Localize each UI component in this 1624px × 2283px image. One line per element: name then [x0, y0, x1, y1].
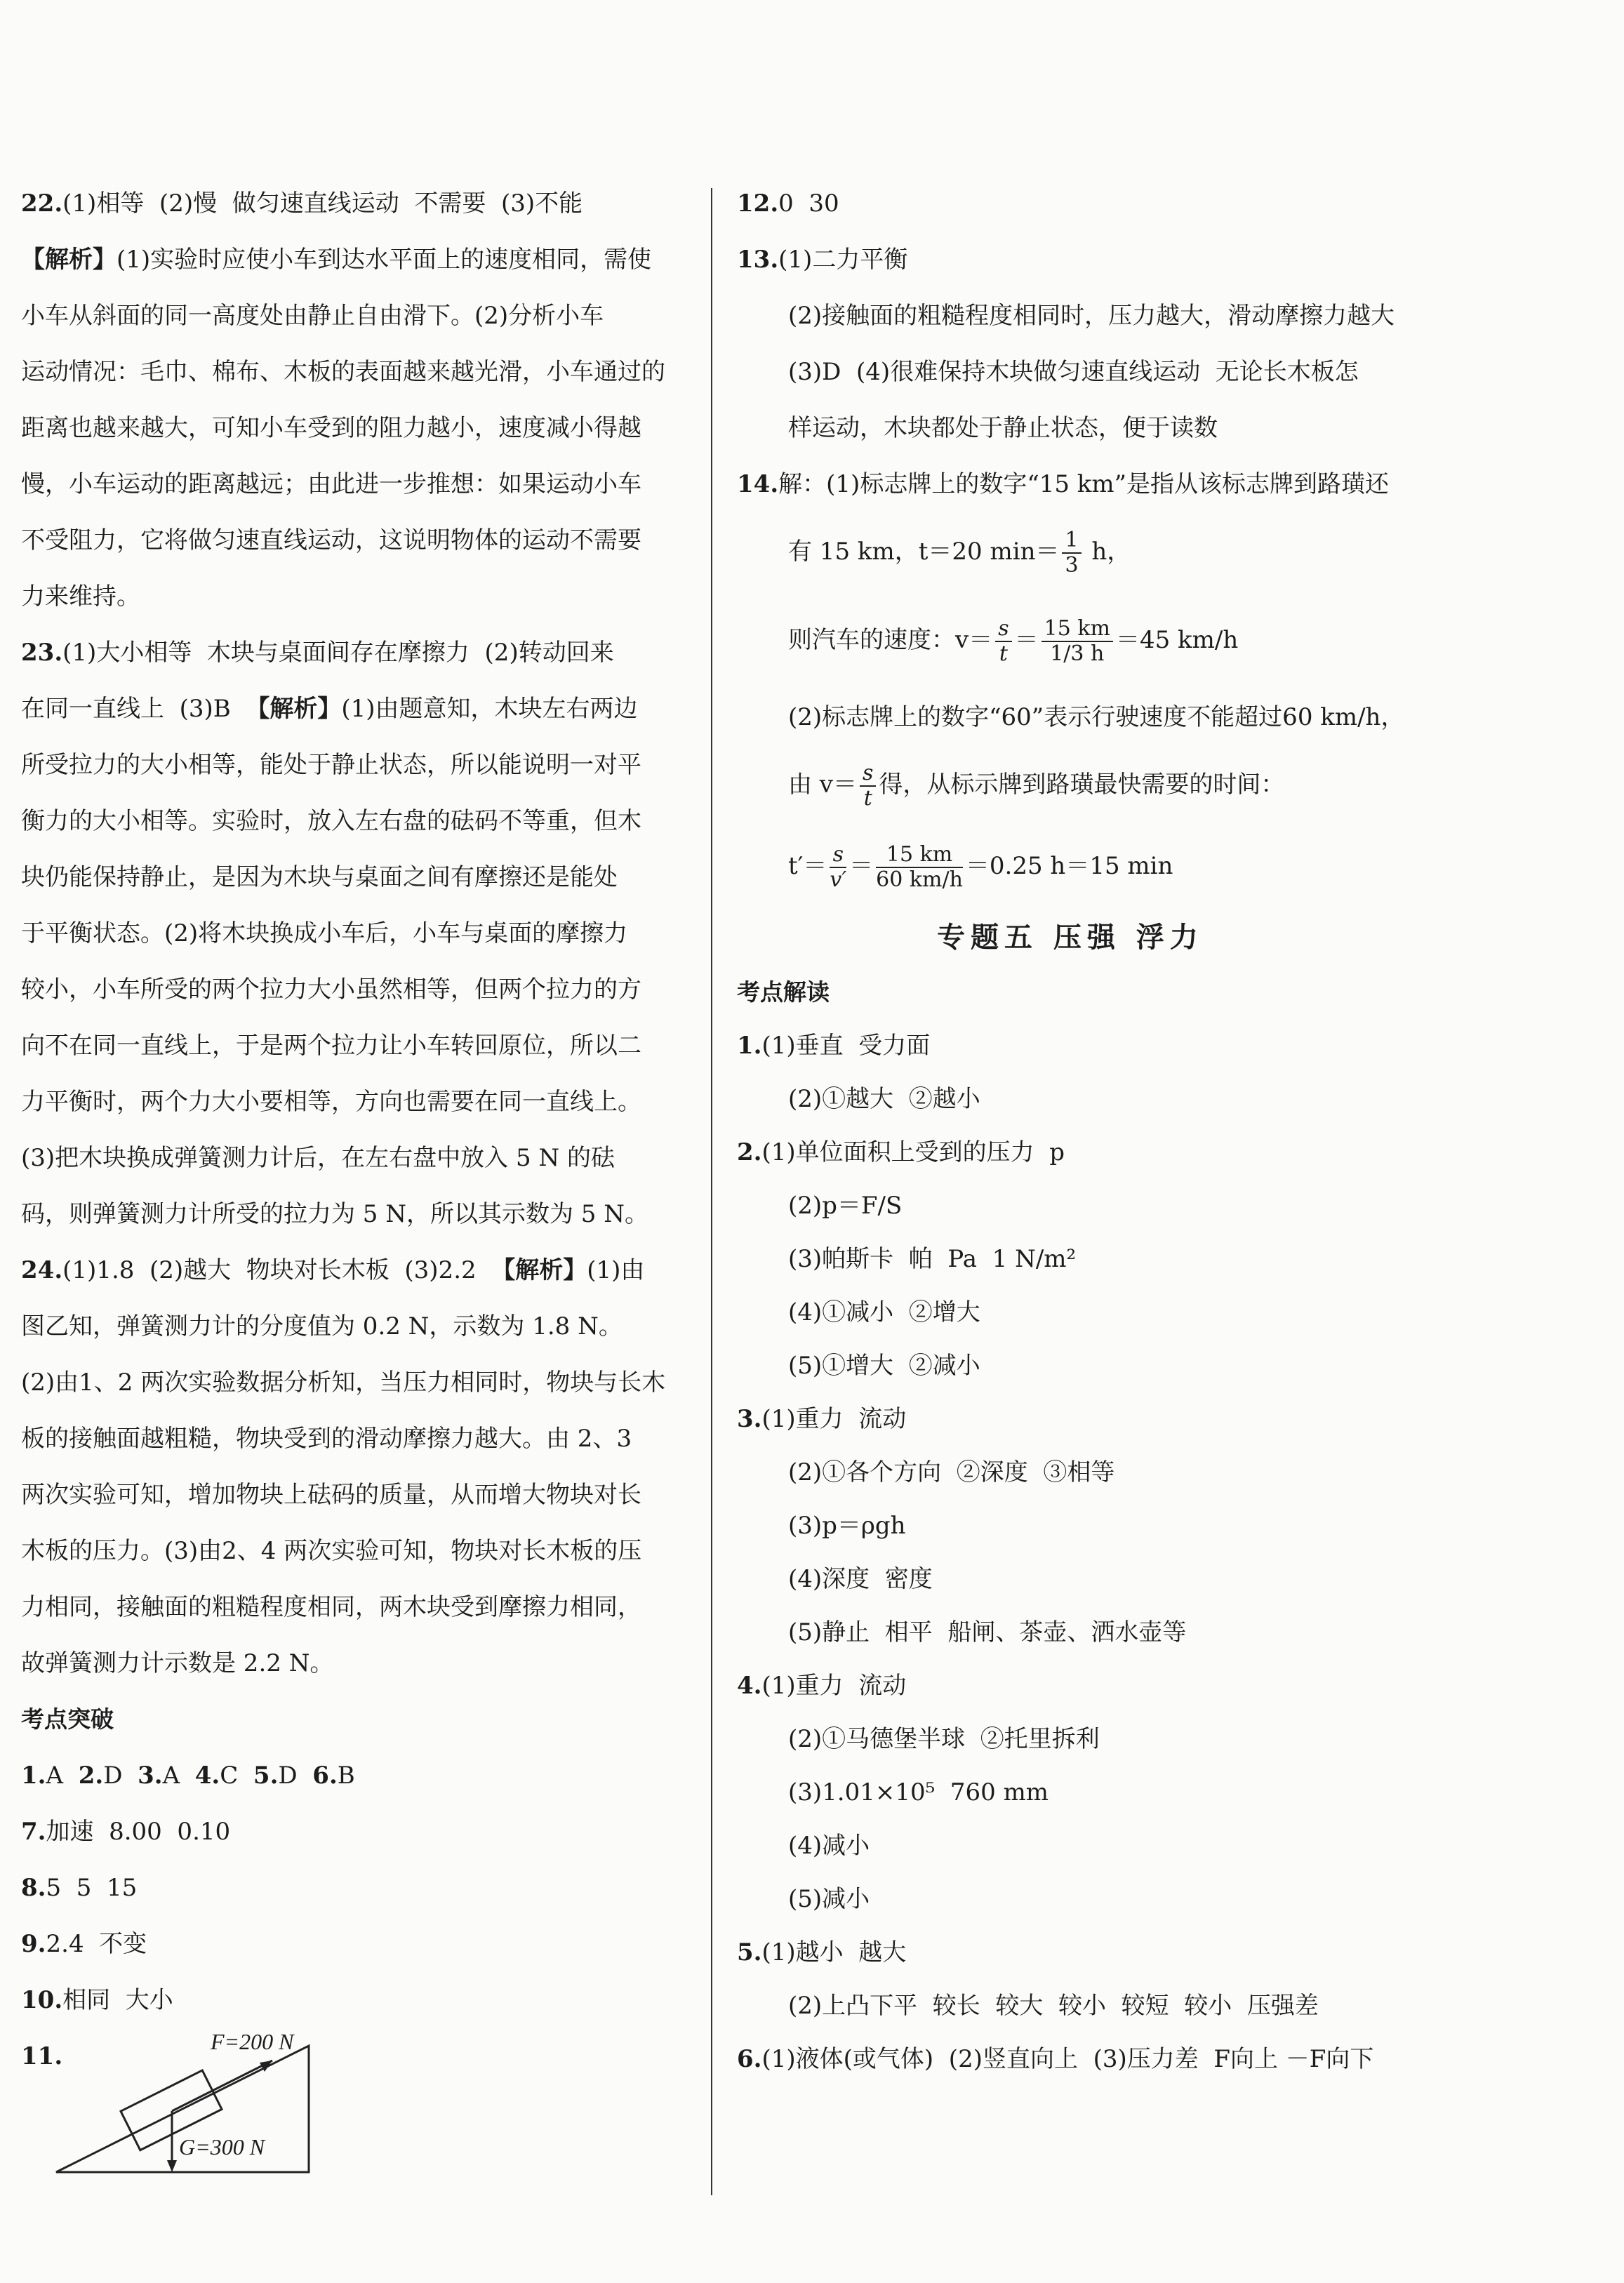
item-text: (1)液体(或气体) (2)竖直向上 (3)压力差 F向上 －F向下 — [761, 2045, 1374, 2073]
q14-line3: 则汽车的速度：v＝ $\frac{s}{t}$ ＝ $\frac{15 km}{1/3 h}$ ＝45 km/h — [788, 616, 1239, 666]
q14-line4: (2)标志牌上的数字“60”表示行驶速度不能超过60 km/h， — [788, 703, 1405, 731]
q22-analysis-line: 慢，小车运动的距离越远；由此进一步推想：如果运动小车 — [21, 470, 641, 498]
item-text: (4)深度 密度 — [788, 1565, 933, 1593]
q24-line: 木板的压力。(3)由2、4 两次实验可知，物块对长木板的压 — [21, 1537, 642, 1565]
fraction-time: $\frac{15 km}{60 km/h}$ — [876, 842, 963, 892]
q7-answer: 7.加速 8.00 0.10 — [21, 1818, 231, 1846]
q22-analysis-line: 运动情况：毛巾、棉布、木板的表面越来越光滑，小车通过的 — [21, 358, 665, 386]
q23-line: 于平衡状态。(2)将木块换成小车后，小车与桌面的摩擦力 — [21, 919, 628, 947]
q24-line: 图乙知，弹簧测力计的分度值为 0.2 N，示数为 1.8 N。 — [21, 1312, 623, 1340]
item-number: 4. — [737, 1672, 762, 1700]
item-text: (3)帕斯卡 帕 Pa 1 N/m² — [788, 1245, 1077, 1273]
q8-answer: 8.5 5 15 — [21, 1874, 138, 1902]
q23-line: 码，则弹簧测力计所受的拉力为 5 N，所以其示数为 5 N。 — [21, 1200, 648, 1228]
list-item — [737, 1832, 1404, 1860]
item-text: (5)①增大 ②减小 — [788, 1352, 980, 1380]
fraction-speed: $\frac{15 km}{1/3 h}$ — [1041, 617, 1113, 666]
q9-answer: 9.2.4 不变 — [21, 1930, 147, 1958]
section-title: 专题五 压强 浮力 — [937, 921, 1204, 954]
q24-line: 力相同，接触面的粗糙程度相同，两木块受到摩擦力相同， — [21, 1593, 641, 1621]
q10-answer: 10.相同 大小 — [21, 1986, 173, 2014]
gravity-label: G=300 N — [179, 2134, 265, 2159]
list-item — [737, 2045, 1404, 2073]
item-text: (1)重力 流动 — [761, 1672, 907, 1700]
q24-line: 板的接触面越粗糙，物块受到的滑动摩擦力越大。由 2、3 — [21, 1425, 632, 1453]
list-item — [737, 1352, 1404, 1380]
q13-line: 样运动，木块都处于静止状态，便于读数 — [788, 414, 1218, 442]
q11-label: 11. — [21, 2042, 63, 2070]
column-divider — [711, 188, 712, 2195]
q23-line: 块仍能保持静止，是因为木块与桌面之间有摩擦还是能处 — [21, 863, 618, 891]
item-text: (1)越小 越大 — [761, 1938, 907, 1966]
item-text: (1)垂直 受力面 — [761, 1032, 931, 1060]
answer-list — [737, 1032, 1404, 2073]
list-item — [737, 1298, 1404, 1326]
q23-line: 向不在同一直线上，于是两个拉力让小车转回原位，所以二 — [21, 1032, 641, 1060]
list-item — [737, 1245, 1404, 1273]
q24-line: 两次实验可知，增加物块上砝码的质量，从而增大物块对长 — [21, 1481, 641, 1509]
item-text: (2)p＝F/S — [788, 1192, 903, 1220]
item-text: (2)①各个方向 ②深度 ③相等 — [788, 1458, 1115, 1486]
list-item — [737, 1085, 1404, 1113]
q14-line6: t′＝ $\frac{s}{v'}$ ＝ $\frac{15 km}{60 km/h}$ ＝0.25 h＝15 min — [788, 842, 1173, 892]
list-item — [737, 1938, 1404, 1966]
q22-answer: 22.(1)相等 (2)慢 做匀速直线运动 不需要 (3)不能 — [21, 189, 583, 218]
item-number: 2. — [737, 1138, 762, 1166]
q23-line: 较小，小车所受的两个拉力大小虽然相等，但两个拉力的方 — [21, 976, 641, 1004]
section-heading: 考点解读 — [737, 978, 830, 1006]
fraction-s-over-v: $\frac{s}{v'}$ — [830, 842, 847, 892]
list-item — [737, 1992, 1404, 2020]
left-column — [21, 189, 695, 2159]
item-text: (4)①减小 ②增大 — [788, 1298, 980, 1326]
fraction-s-over-t-2: $\frac{s}{t}$ — [860, 761, 876, 811]
q23-line: (3)把木块换成弹簧测力计后，在左右盘中放入 5 N 的砝 — [21, 1144, 615, 1172]
list-item — [737, 1565, 1404, 1593]
q14-line2: 有 15 km，t＝20 min＝ $\frac{1}{3}$ h， — [788, 528, 1131, 578]
item-text: (5)减小 — [788, 1885, 870, 1913]
item-text: (2)①越大 ②越小 — [788, 1085, 980, 1113]
breakthrough-heading: 考点突破 — [21, 1705, 114, 1733]
list-item — [737, 1778, 1404, 1806]
fraction-s-over-t: $\frac{s}{t}$ — [995, 617, 1011, 666]
q24-line: 故弹簧测力计示数是 2.2 N。 — [21, 1649, 334, 1677]
list-item — [737, 1405, 1404, 1433]
force-f-label: F=200 N — [211, 2029, 294, 2054]
list-item — [737, 1138, 1404, 1166]
list-item — [737, 1725, 1404, 1753]
item-text: (2)上凸下平 较长 较大 较小 较短 较小 压强差 — [788, 1992, 1319, 2020]
q24-line: (2)由1、2 两次实验数据分析知，当压力相同时，物块与长木 — [21, 1369, 666, 1397]
q23-line: 所受拉力的大小相等，能处于静止状态，所以能说明一对平 — [21, 751, 641, 779]
item-text: (2)①马德堡半球 ②托里拆利 — [788, 1725, 1100, 1753]
q14-line5: 由 v＝ $\frac{s}{t}$ 得，从标示牌到路璜最快需要的时间： — [788, 761, 1285, 811]
item-text: (3)p＝ρgh — [788, 1512, 906, 1540]
q1-6-answers: 1.A 2.D 3.A 4.C 5.D 6.B — [21, 1762, 355, 1790]
q13-line: (2)接触面的粗糙程度相同时，压力越大，滑动摩擦力越大 — [788, 302, 1395, 330]
incline-force-diagram — [49, 2028, 316, 2183]
item-number: 3. — [737, 1405, 762, 1433]
item-text: (4)减小 — [788, 1832, 870, 1860]
list-item — [737, 1512, 1404, 1540]
gravity-arrowhead — [167, 2160, 177, 2172]
list-item — [737, 1672, 1404, 1700]
q12-answer: 12.0 30 — [737, 189, 839, 218]
item-number: 6. — [737, 2045, 762, 2073]
q23-line: 衡力的大小相等。实验时，放入左右盘的砝码不等重，但木 — [21, 807, 641, 835]
q22-analysis-line: 【解析】(1)实验时应使小车到达水平面上的速度相同，需使 — [21, 246, 652, 274]
q22-analysis-line: 不受阻力，它将做匀速直线运动，这说明物体的运动不需要 — [21, 526, 641, 554]
q22-analysis-line: 距离也越来越大，可知小车受到的阻力越小，速度减小得越 — [21, 414, 641, 442]
list-item — [737, 1618, 1404, 1646]
list-item — [737, 1885, 1404, 1913]
q13-answer: 13.(1)二力平衡 — [737, 246, 908, 274]
q23-line: 力平衡时，两个力大小要相等，方向也需要在同一直线上。 — [21, 1088, 641, 1116]
list-item — [737, 1192, 1404, 1220]
item-number: 5. — [737, 1938, 762, 1966]
item-number: 1. — [737, 1032, 762, 1060]
q23-answer: 23.(1)大小相等 木块与桌面间存在摩擦力 (2)转动回来 — [21, 639, 614, 667]
q22-analysis-line: 小车从斜面的同一高度处由静止自由滑下。(2)分析小车 — [21, 302, 604, 330]
item-text: (1)重力 流动 — [761, 1405, 907, 1433]
q22-analysis-line: 力来维持。 — [21, 583, 140, 611]
q23-line: 在同一直线上 (3)B 【解析】(1)由题意知，木块左右两边 — [21, 695, 638, 723]
right-column — [737, 189, 1404, 2098]
item-text: (1)单位面积上受到的压力 p — [761, 1138, 1065, 1166]
item-text: (3)1.01×10⁵ 760 mm — [788, 1778, 1049, 1806]
item-text: (5)静止 相平 船闸、茶壶、洒水壶等 — [788, 1618, 1187, 1646]
q24-answer: 24.(1)1.8 (2)越大 物块对长木板 (3)2.2 【解析】(1)由 — [21, 1256, 645, 1284]
q14-line1: 14.解：(1)标志牌上的数字“15 km”是指从该标志牌到路璜还 — [737, 470, 1389, 498]
list-item — [737, 1032, 1404, 1060]
list-item — [737, 1458, 1404, 1486]
force-f-arrow — [172, 2061, 272, 2111]
q13-line: (3)D (4)很难保持木块做匀速直线运动 无论长木板怎 — [788, 358, 1359, 386]
fraction-one-third: $\frac{1}{3}$ — [1062, 528, 1081, 578]
